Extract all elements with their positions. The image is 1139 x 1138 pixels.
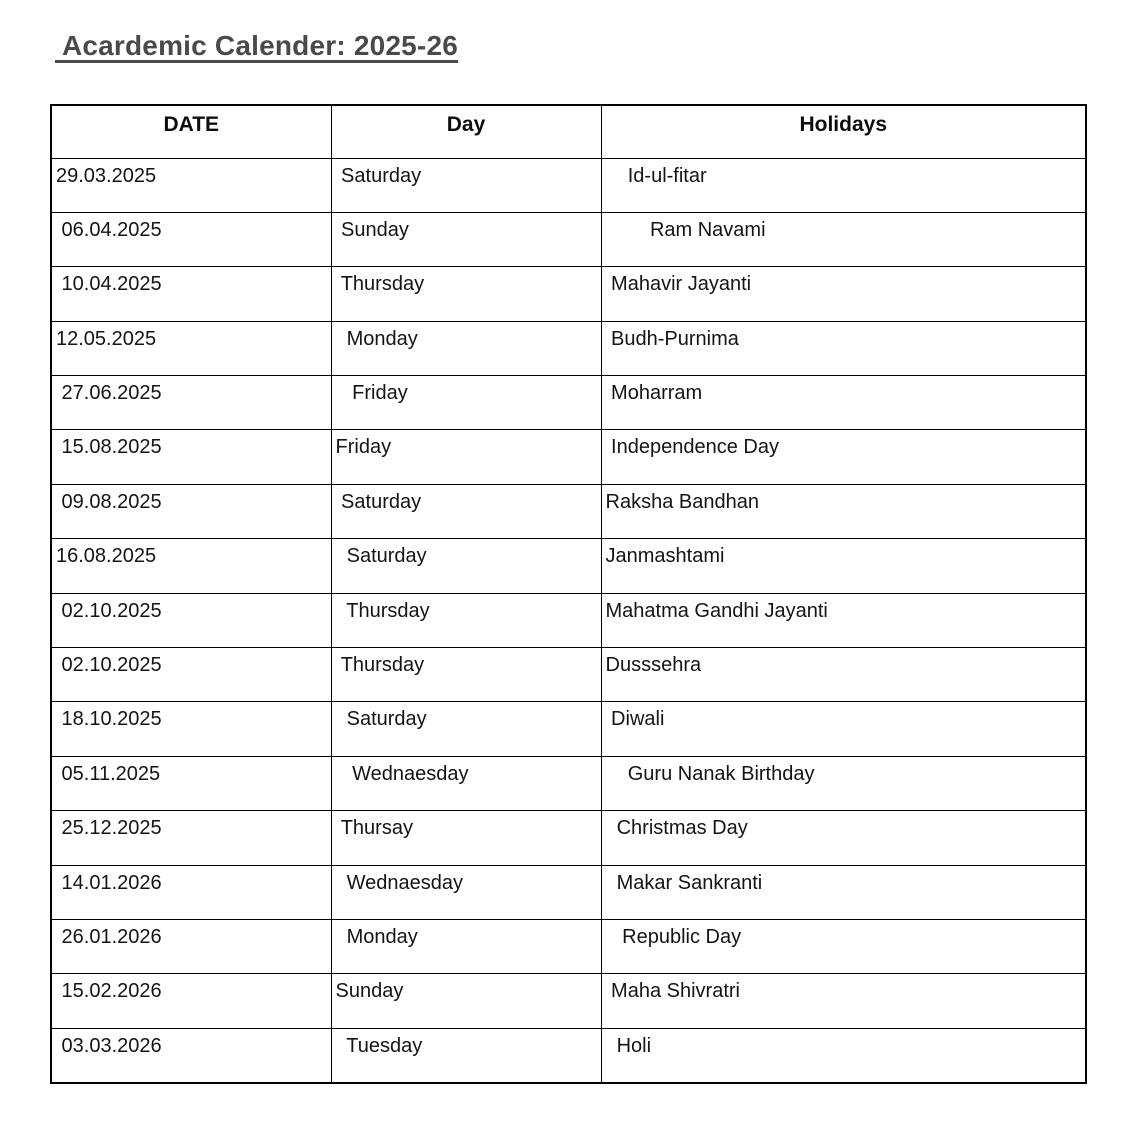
holiday-cell: Christmas Day [601,811,1086,865]
holiday-cell: Moharram [601,376,1086,430]
day-cell: Saturday [331,539,601,593]
holiday-cell: Mahavir Jayanti [601,267,1086,321]
table-row [51,919,1086,973]
date-cell: 06.04.2025 [51,212,331,266]
day-cell: Saturday [331,158,601,212]
holiday-table [50,104,1087,1084]
holiday-cell: Raksha Bandhan [601,484,1086,538]
holiday-cell: Makar Sankranti [601,865,1086,919]
date-cell: 05.11.2025 [51,756,331,810]
table-row [51,376,1086,430]
holiday-cell: Budh-Purnima [601,321,1086,375]
day-cell: Monday [331,919,601,973]
holiday-cell: Independence Day [601,430,1086,484]
date-cell: 03.03.2026 [51,1028,331,1082]
date-cell: 26.01.2026 [51,919,331,973]
page-title: Acardemic Calender: 2025-26 [55,30,458,61]
day-cell: Friday [331,376,601,430]
date-cell: 25.12.2025 [51,811,331,865]
table-row [51,158,1086,212]
day-cell: Tuesday [331,1028,601,1082]
table-row [51,539,1086,593]
table-row [51,811,1086,865]
date-cell: 14.01.2026 [51,865,331,919]
holiday-cell: Janmashtami [601,539,1086,593]
date-cell: 10.04.2025 [51,267,331,321]
date-cell: 15.02.2026 [51,974,331,1028]
holiday-cell: Dusssehra [601,648,1086,702]
day-cell: Sunday [331,212,601,266]
table-header-row [51,105,1086,158]
table-row [51,756,1086,810]
day-cell: Wednaesday [331,865,601,919]
day-cell: Saturday [331,484,601,538]
table-row [51,321,1086,375]
day-cell: Saturday [331,702,601,756]
holiday-cell: Mahatma Gandhi Jayanti [601,593,1086,647]
table-row [51,430,1086,484]
day-cell: Thursday [331,648,601,702]
day-cell: Thursay [331,811,601,865]
date-cell: 16.08.2025 [51,539,331,593]
col-header-date: DATE [51,105,331,158]
day-cell: Friday [331,430,601,484]
table-row [51,1028,1086,1082]
date-cell: 15.08.2025 [51,430,331,484]
day-cell: Monday [331,321,601,375]
holiday-cell: Holi [601,1028,1086,1082]
holiday-cell: Republic Day [601,919,1086,973]
holiday-cell: Maha Shivratri [601,974,1086,1028]
day-cell: Wednaesday [331,756,601,810]
date-cell: 29.03.2025 [51,158,331,212]
date-cell: 27.06.2025 [51,376,331,430]
day-cell: Thursday [331,593,601,647]
table-row [51,865,1086,919]
date-cell: 02.10.2025 [51,648,331,702]
table-row [51,648,1086,702]
col-header-holidays: Holidays [601,105,1086,158]
date-cell: 12.05.2025 [51,321,331,375]
date-cell: 18.10.2025 [51,702,331,756]
table-row [51,593,1086,647]
col-header-day: Day [331,105,601,158]
table-row [51,267,1086,321]
holiday-cell: Ram Navami [601,212,1086,266]
day-cell: Thursday [331,267,601,321]
table-row [51,702,1086,756]
holiday-cell: Diwali [601,702,1086,756]
table-row [51,484,1086,538]
day-cell: Sunday [331,974,601,1028]
holiday-cell: Id-ul-fitar [601,158,1086,212]
table-row [51,212,1086,266]
date-cell: 09.08.2025 [51,484,331,538]
holiday-cell: Guru Nanak Birthday [601,756,1086,810]
date-cell: 02.10.2025 [51,593,331,647]
table-row [51,974,1086,1028]
table-body [51,158,1086,1083]
